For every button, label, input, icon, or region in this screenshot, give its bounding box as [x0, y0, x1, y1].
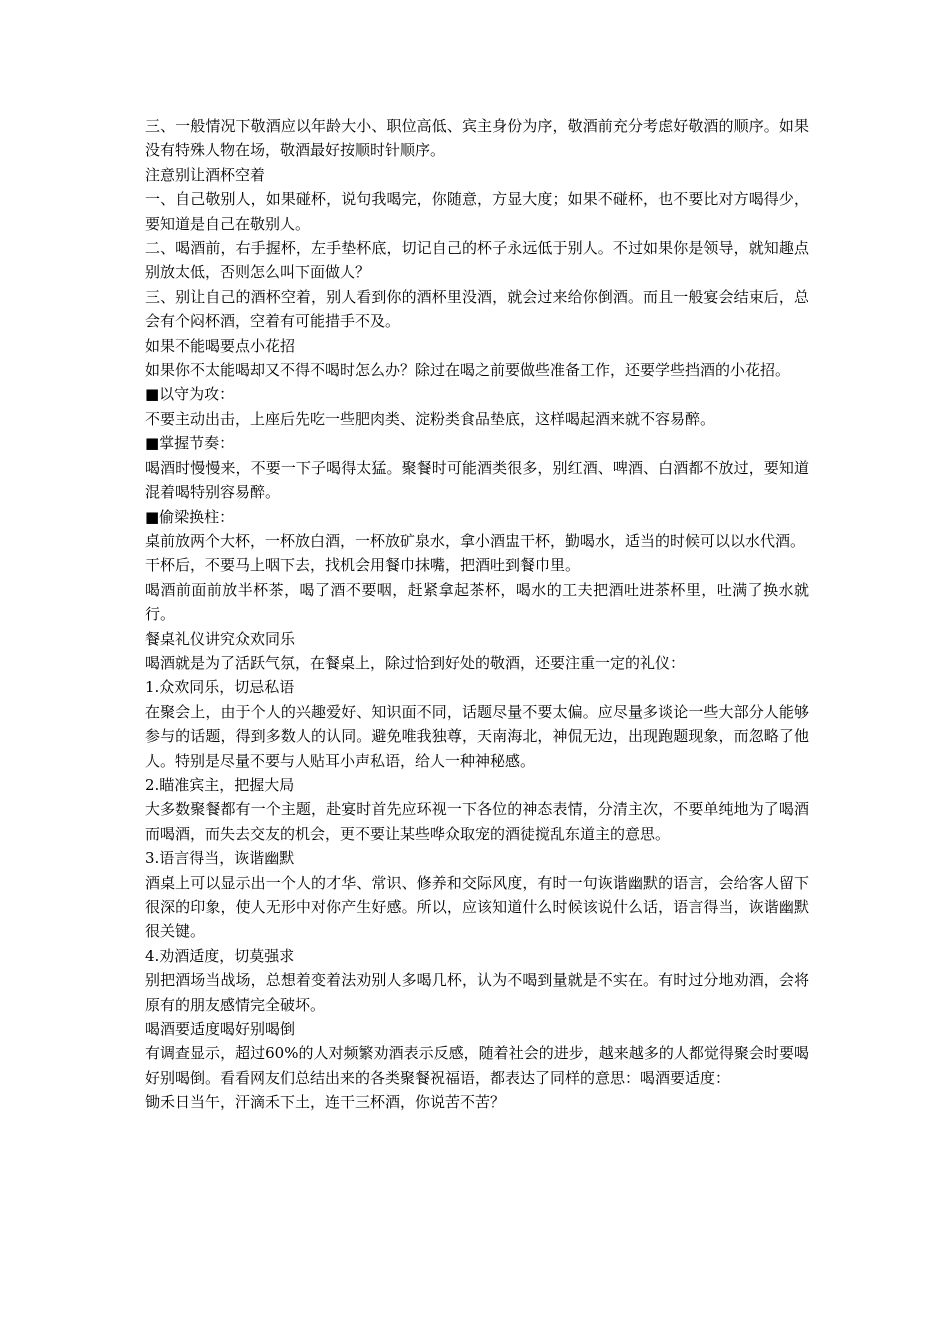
subheading-defense: ■以守为攻： — [145, 385, 235, 404]
heading-empty-glass: 注意别让酒杯空着 — [145, 165, 266, 184]
paragraph-etiquette-intro: 喝酒就是为了活跃气氛，在餐桌上，除过恰到好处的敬酒，还要注重一定的礼仪： — [145, 653, 686, 672]
paragraph-hold-glass: 二、喝酒前，右手握杯，左手垫杯底，切记自己的杯子永远低于别人。不过如果你是领导，就知趣点别放太低，否则怎么叫下面做人？ — [145, 239, 809, 282]
paragraph-humor: 酒桌上可以显示出一个人的才华、常识、修养和交际风度，有时一句诙谐幽默的语言，会给客人留下很深的印象，使人无形中对你产生好感。所以，应该知道什么时候该说什么话，语言得当，诙谐幽默很关键。 — [145, 873, 809, 941]
subheading-moderation: 4.劝酒适度，切莫强求 — [145, 946, 295, 965]
subheading-share-joy: 1.众欢同乐，切忌私语 — [145, 678, 295, 697]
paragraph-survey: 有调查显示，超过60%的人对频繁劝酒表示反感，随着社会的进步，越来越多的人都觉得聚会时要喝好别喝倒。看看网友们总结出来的各类聚餐祝福语，都表达了同样的意思：喝酒要适度： — [145, 1044, 809, 1087]
paragraph-share-joy: 在聚会上，由于个人的兴趣爱好、知识面不同，话题尽量不要太偏。应尽量多谈论一些大部分人能够参与的话题，得到多数人的认同。避免唯我独尊，天南海北，神侃无边，出现跑题现象，而忽略了他人。特别是尽量不要与人贴耳小声私语，给人一种神秘感。 — [145, 702, 809, 770]
paragraph-moderation: 别把酒场当战场，总想着变着法劝别人多喝几杯，认为不喝到量就是不实在。有时过分地劝酒，会将原有的朋友感情完全破坏。 — [145, 971, 809, 1014]
subheading-rhythm: ■掌握节奏： — [145, 434, 235, 453]
paragraph-host-guest: 大多数聚餐都有一个主题，赴宴时首先应环视一下各位的神态表情，分清主次，不要单纯地为了喝酒而喝酒，而失去交友的机会，更不要让某些哗众取宠的酒徒搅乱东道主的意思。 — [145, 800, 809, 843]
heading-small-tricks: 如果不能喝要点小花招 — [145, 336, 296, 355]
paragraph-swap-water: 桌前放两个大杯，一杯放白酒，一杯放矿泉水，拿小酒盅干杯，勤喝水，适当的时候可以以水代酒。 — [145, 531, 806, 550]
document-body — [145, 114, 809, 1115]
paragraph-poem: 锄禾日当午，汗滴禾下土，连干三杯酒，你说苦不苦？ — [145, 1093, 506, 1112]
paragraph-swap-napkin: 干杯后，不要马上咽下去，找机会用餐巾抹嘴，把酒吐到餐巾里。 — [145, 556, 581, 575]
paragraph-swap-tea: 喝酒前面前放半杯茶，喝了酒不要咽，赶紧拿起茶杯，喝水的工夫把酒吐进茶杯里，吐满了换水就行。 — [145, 580, 809, 624]
paragraph-rhythm: 喝酒时慢慢来，不要一下子喝得太猛。聚餐时可能酒类很多，别红酒、啤酒、白酒都不放过，要知道混着喝特别容易醉。 — [145, 458, 809, 502]
paragraph-tricks-intro: 如果你不太能喝却又不得不喝时怎么办？除过在喝之前要做些准备工作，还要学些挡酒的小花招。 — [145, 361, 791, 380]
paragraph-defense: 不要主动出击，上座后先吃一些肥肉类、淀粉类食品垫底，这样喝起酒来就不容易醉。 — [145, 409, 716, 428]
paragraph-toast-order: 三、一般情况下敬酒应以年龄大小、职位高低、宾主身份为序，敬酒前充分考虑好敬酒的顺序。如果没有特殊人物在场，敬酒最好按顺时针顺序。 — [145, 117, 809, 160]
paragraph-clink-glass: 一、自己敬别人，如果碰杯，说句我喝完，你随意，方显大度；如果不碰杯，也不要比对方喝得少，要知道是自己在敬别人。 — [145, 190, 809, 233]
subheading-humor: 3.语言得当，诙谐幽默 — [145, 849, 295, 868]
heading-drink-moderately: 喝酒要适度喝好别喝倒 — [145, 1020, 296, 1039]
heading-table-etiquette: 餐桌礼仪讲究众欢同乐 — [145, 629, 296, 648]
paragraph-keep-glass-filled: 三、别让自己的酒杯空着，别人看到你的酒杯里没酒，就会过来给你倒酒。而且一般宴会结束后，总会有个闷杯酒，空着有可能措手不及。 — [145, 287, 809, 331]
subheading-swap: ■偷梁换柱： — [145, 507, 235, 526]
subheading-host-guest: 2.瞄准宾主，把握大局 — [145, 775, 295, 794]
